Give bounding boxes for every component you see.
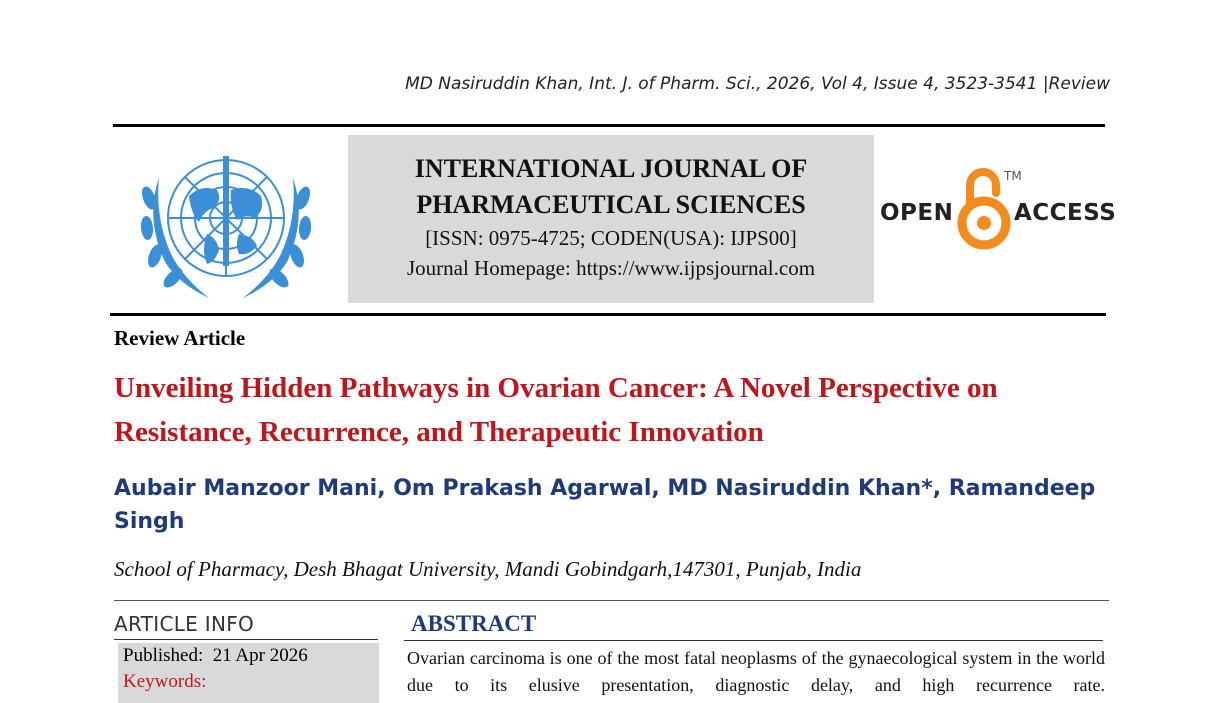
published-row <box>118 643 379 669</box>
journal-masthead <box>348 135 874 303</box>
published-date: 21 Apr 2026 <box>212 645 308 666</box>
abstract-rule <box>404 640 1103 641</box>
un-emblem-logo <box>127 138 325 306</box>
article-info-box <box>118 643 379 703</box>
open-access-right-text: ACCESS <box>1014 200 1117 226</box>
journal-title-line1: INTERNATIONAL JOURNAL OF <box>414 154 808 183</box>
keywords-label: Keywords: <box>123 671 207 692</box>
abstract-heading: ABSTRACT <box>411 611 537 636</box>
running-header-citation: MD Nasiruddin Khan, Int. J. of Pharm. Sci., 2026, Vol 4, Issue 4, 3523-3541 |Review <box>405 74 1110 94</box>
open-access-left-text: OPEN <box>880 200 954 226</box>
journal-homepage[interactable]: Journal Homepage: https://www.ijpsjournal.com <box>406 256 816 280</box>
journal-issn: [ISSN: 0975-4725; CODEN(USA): IJPS00] <box>425 226 797 250</box>
abstract-text: Ovarian carcinoma is one of the most fatal neoplasms of the gynaecological system in the world due to its elusive presentation, diagnostic delay, and high recurrence rate. <box>407 648 1105 695</box>
article-authors: Aubair Manzoor Mani, Om Prakash Agarwal, MD Nasiruddin Khan*, Ramandeep Singh <box>114 476 1096 534</box>
section-divider <box>114 600 1109 601</box>
published-label: Published: <box>123 645 204 666</box>
masthead-bottom-rule <box>110 313 1106 316</box>
trademark-mark: TM <box>1004 169 1022 183</box>
article-title: Unveiling Hidden Pathways in Ovarian Cancer: A Novel Perspective on Resistance, Recurrence, and Therapeutic Innovation <box>114 372 998 448</box>
header-rule <box>113 124 1105 127</box>
article-info-rule <box>114 639 378 640</box>
author-affiliation: School of Pharmacy, Desh Bhagat University, Mandi Gobindgarh,147301, Punjab, India <box>114 557 862 581</box>
article-info-heading: ARTICLE INFO <box>114 612 255 636</box>
open-access-logo <box>880 165 1117 255</box>
article-type: Review Article <box>114 326 246 350</box>
journal-title-line2: PHARMACEUTICAL SCIENCES <box>416 190 806 219</box>
